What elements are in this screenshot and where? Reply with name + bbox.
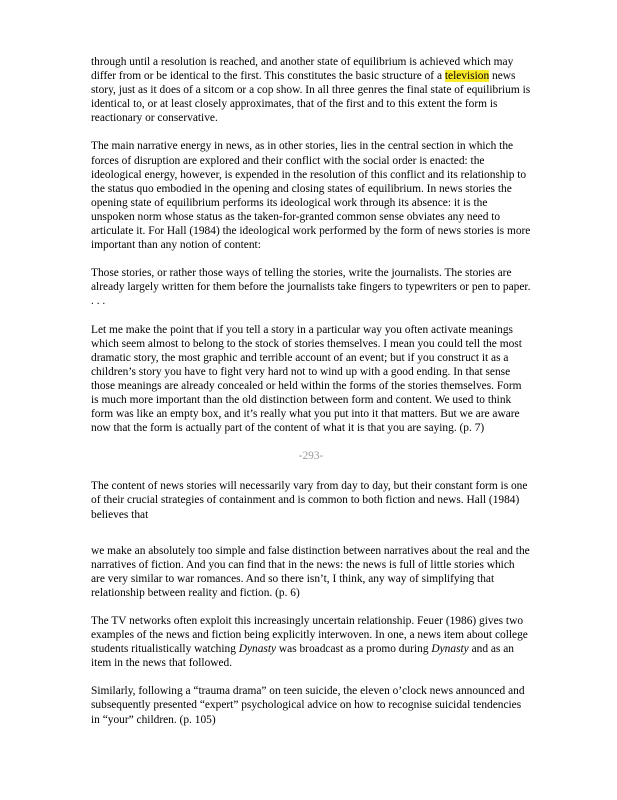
title-dynasty: Dynasty (431, 643, 469, 656)
block-quote: Let me make the point that if you tell a story in a particular way you often activate meanings which seem almost to belong to the stock of stories themselves. I mean you could tell the most dramatic story, the most graphic and terrible account of an event; but if you construct it as a children’s story you have to fight very hard not to wind up with a good ending. In that sense those meanings are already concealed or held within the forms of the stories themselves. Form is much more important than the old distinction between form and content. We used to think form was like an empty box, and it’s really what you put into it that matters. But we are aware now that the form is actually part of the content of what it is that you are saying. (p. 7) (91, 323, 522, 435)
paragraph-text: news story, just as it does of a sitcom or a cop show. In all three genres the final state of equilibrium is identical to, or at least closely approximates, that of the first and to this extent the form is reactionary or conservative. (91, 70, 531, 125)
paragraph-text: through until a resolution is reached, and another state of equilibrium is achieved which may differ from or be identical to the first. This constitutes the basic structure of a (91, 56, 514, 83)
paragraph-narrative-energy: The main narrative energy in news, as in other stories, lies in the central section in which the forces of disruption are explored and their conflict with the social order is enacted: the ideological energy, however, is expended in the resolution of this conflict and its relationship to the status quo embodied in the opening and closing states of equilibrium. In news stories the opening state of equilibrium performs its ideological work through its absence: it is the unspoken norm whose status as the taken-for-granted common sense obviates any need to articulate it. For Hall (1984) the ideological work performed by the form of news stories is more important than any notion of content: (91, 140, 531, 252)
document-page (91, 55, 531, 741)
block-quote: we make an absolutely too simple and false distinction between narratives about the real and the narratives of fiction. And you can find that in the news: the news is full of little stories which are very similar to war romances. And so there isn’t, I think, any way of simplifying that relationship between reality and fiction. (p. 6) (91, 544, 530, 599)
paragraph-content-of-news: The content of news stories will necessarily vary from day to day, but their constant form is one of their crucial strategies of containment and is common to both fiction and news. Hall (1984) believes that (91, 480, 528, 521)
paragraph-text: The TV networks often exploit this increasingly uncertain relationship. Feuer (1986) gives two examples of the news and fiction being explicitly interwoven. In one, a news item about college students ritualistically watching (91, 615, 528, 656)
title-dynasty: Dynasty (238, 643, 277, 656)
paragraph-equilibrium (91, 55, 531, 125)
paragraph-text: was broadcast as a promo during (276, 643, 432, 656)
block-quote: Those stories, or rather those ways of telling the stories, write the journalists. The stories are already largely written for them before the journalists take fingers to typewriters or pen to paper. . . . (91, 267, 531, 308)
highlighted-word[interactable]: television (444, 70, 490, 83)
paragraph-text: and as an item in the news that followed. (91, 643, 514, 670)
page-number: -293- (298, 450, 324, 463)
paragraph-trauma-drama: Similarly, following a “trauma drama” on teen suicide, the eleven o’clock news announced and subsequently presented “expert” psychological advice on how to recognise suicidal tendencies in “your” children. (p. 105) (91, 685, 525, 726)
paragraph-tv-networks (91, 614, 531, 670)
